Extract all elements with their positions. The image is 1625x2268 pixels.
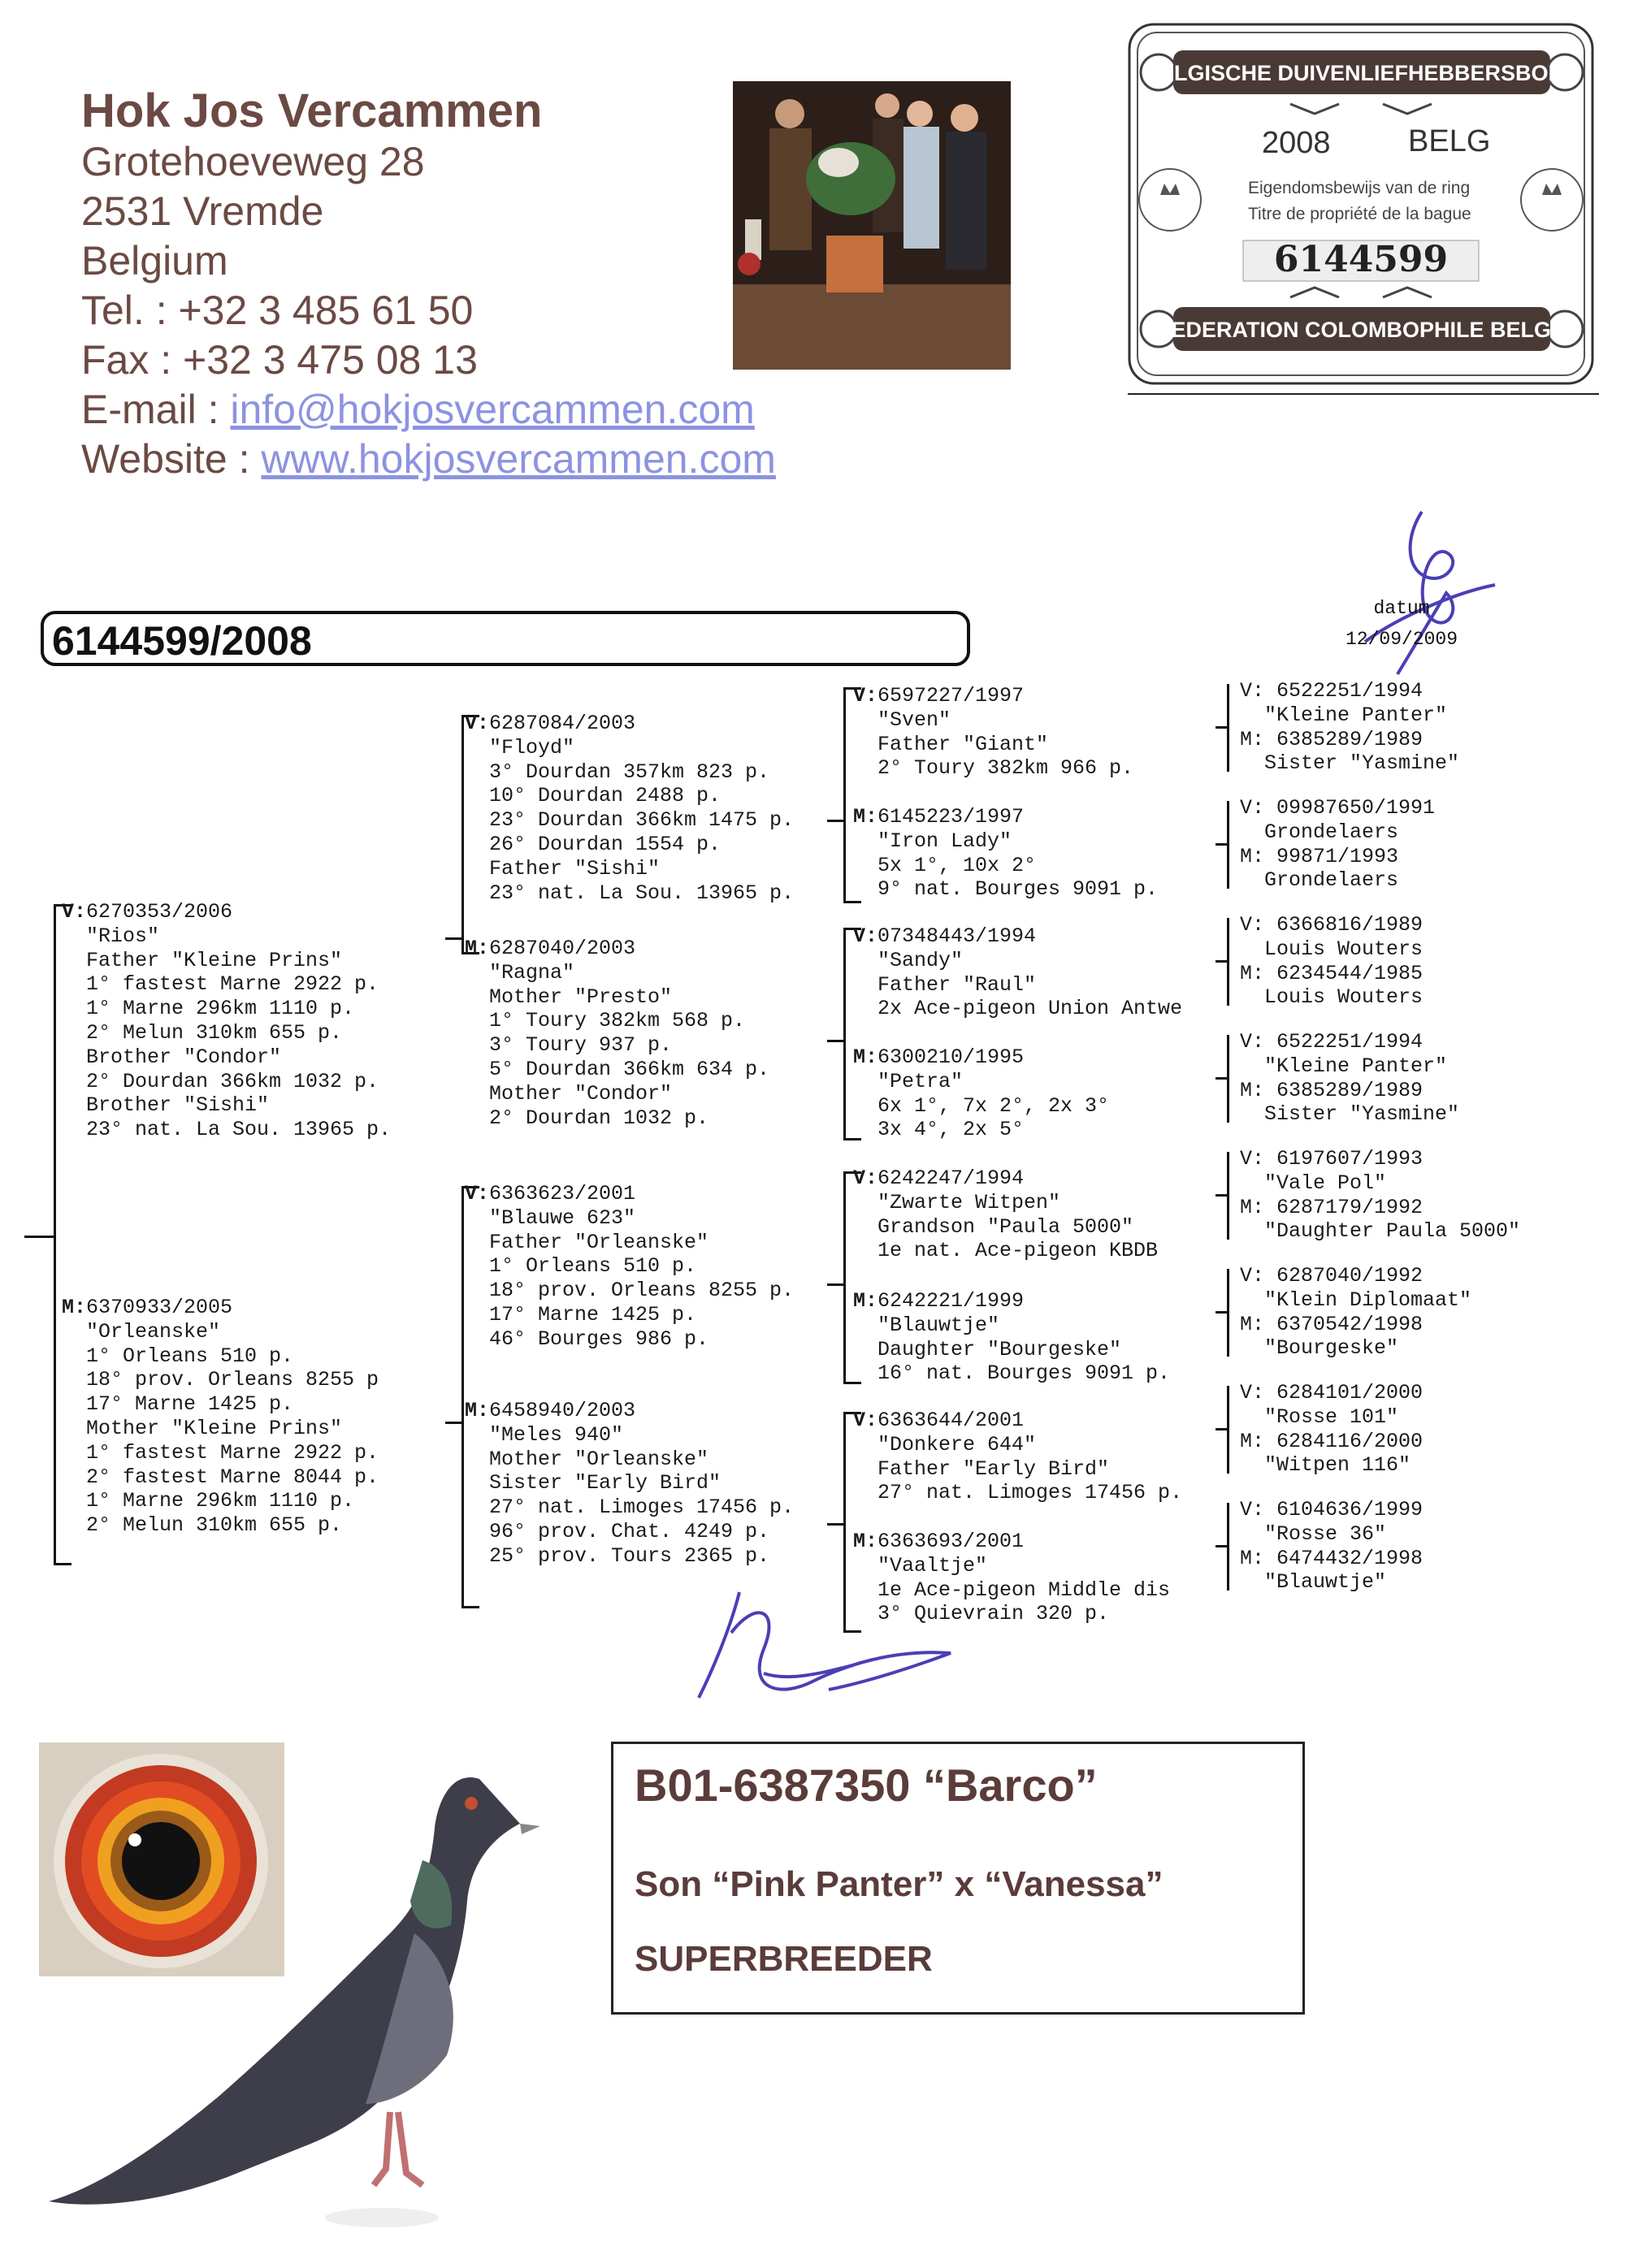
pedigree-line: 23° Dourdan 366km 1475 p. [465, 808, 795, 833]
pedigree-line: Father "Raul" [853, 972, 1037, 997]
pedigree-line: 17° Marne 1425 p. [465, 1302, 697, 1327]
pedigree-line: "Ragna" [465, 960, 575, 985]
gen4-bracket [1227, 1503, 1233, 1591]
gen4-bracket [1227, 1386, 1233, 1474]
gen2-dam-2 [465, 1399, 794, 1569]
parent-role: M: [853, 1530, 878, 1553]
pedigree-line: 5x 1°, 10x 2° [853, 853, 1037, 877]
gen4-sire-ring: V: 6284101/2000 [1240, 1381, 1424, 1405]
gen2-connector-2 [445, 1422, 463, 1424]
fax-value: +32 3 475 08 13 [183, 337, 478, 383]
gen4-connector [1216, 1428, 1227, 1430]
parent-role: V: [853, 924, 878, 948]
gen4-sire-name: "Rosse 101" [1240, 1405, 1399, 1429]
gen4-sire-name: "Kleine Panter" [1240, 1054, 1448, 1078]
pedigree-line: 3° Dourdan 357km 823 p. [465, 760, 770, 784]
gen4-bracket [1227, 801, 1233, 889]
gen4-sire-name: "Kleine Panter" [1240, 703, 1448, 727]
parent-role: V: [465, 712, 490, 735]
pedigree-line: 1° Orleans 510 p. [465, 1254, 697, 1279]
breeder-street: Grotehoeveweg 28 [81, 139, 425, 184]
signature-top [1349, 504, 1511, 682]
pedigree-line: "Meles 940" [465, 1422, 624, 1447]
gen4-sire-ring: V: 6104636/1999 [1240, 1498, 1424, 1521]
pedigree-line: 2x Ace-pigeon Union Antwe [853, 997, 1183, 1021]
ring-number: 6270353/2006 [86, 900, 233, 924]
gen4-dam-name: Grondelaers [1240, 868, 1399, 893]
gen4-connector [1216, 960, 1227, 963]
gen4-bracket [1227, 1035, 1233, 1123]
ring-certificate [1128, 23, 1594, 385]
pedigree-line: 23° nat. La Sou. 13965 p. [465, 881, 795, 905]
gen4-connector [1216, 1545, 1227, 1547]
pedigree-line: Mother "Condor" [465, 1081, 673, 1106]
pedigree-line: 27° nat. Limoges 17456 p. [853, 1481, 1183, 1505]
datum [1332, 598, 1471, 650]
gen3-connector-1 [827, 820, 845, 822]
pedigree-line: Father "Early Bird" [853, 1456, 1110, 1481]
pedigree-line: 2° fastest Marne 8044 p. [62, 1465, 379, 1489]
gen4-connector [1216, 1311, 1227, 1314]
pedigree-line: 46° Bourges 986 p. [465, 1327, 709, 1351]
gen3-sire-1 [853, 684, 1133, 781]
gen4-sire-name: Grondelaers [1240, 820, 1399, 844]
pigeon-info-box [611, 1742, 1305, 2015]
pedigree-line: 2° Dourdan 366km 1032 p. [62, 1069, 379, 1093]
gen4-bracket [1227, 1152, 1233, 1240]
website-label: Website : [81, 436, 262, 482]
datum-label: datum [1373, 598, 1430, 619]
pedigree-line: 1e nat. Ace-pigeon KBDB [853, 1239, 1159, 1263]
cert-line2: Titre de propriété de la bague [1248, 205, 1471, 223]
ring-number: 6363644/2001 [878, 1409, 1025, 1432]
email-label: E-mail : [81, 387, 231, 432]
parent-role: M: [62, 1296, 87, 1319]
cert-underline [1128, 393, 1599, 395]
pedigree-line: 1° Marne 296km 1110 p. [62, 1489, 355, 1513]
parent-role: V: [62, 900, 87, 924]
ring-number: 6242247/1994 [878, 1166, 1025, 1190]
pedigree-line: 6x 1°, 7x 2°, 2x 3° [853, 1093, 1110, 1118]
gen4-pair [1240, 1147, 1520, 1244]
gen4-sire-ring: V: 6197607/1993 [1240, 1147, 1424, 1171]
email-link[interactable]: info@hokjosvercammen.com [230, 387, 755, 432]
gen4-bracket [1227, 1269, 1233, 1357]
pedigree-line: "Blauwtje" [853, 1313, 1000, 1337]
gen4-dam-ring: M: 6234544/1985 [1240, 961, 1424, 985]
cert-year: 2008 [1262, 126, 1331, 160]
pigeon-label: SUPERBREEDER [635, 1939, 933, 1979]
gen4-pair [1240, 1498, 1423, 1595]
breeder-tel [81, 286, 776, 335]
pedigree-line: "Zwarte Witpen" [853, 1190, 1061, 1214]
pedigree-line: 96° prov. Chat. 4249 p. [465, 1519, 770, 1543]
gen3-dam-1 [853, 805, 1158, 902]
gen3-connector-4 [827, 1523, 845, 1526]
pedigree-line: 5° Dourdan 366km 634 p. [465, 1057, 770, 1081]
gen4-sire-ring: V: 6522251/1994 [1240, 679, 1424, 703]
gen4-dam-name: Sister "Yasmine" [1240, 751, 1460, 776]
pedigree-line: Mother "Kleine Prins" [62, 1416, 343, 1440]
gen4-dam-name: "Blauwtje" [1240, 1570, 1387, 1595]
gen1-sire [62, 900, 391, 1142]
pedigree-line: Sister "Early Bird" [465, 1471, 722, 1495]
website-link[interactable]: www.hokjosvercammen.com [261, 436, 776, 482]
gen4-dam-ring: M: 6370542/1998 [1240, 1312, 1424, 1336]
pedigree-line: 25° prov. Tours 2365 p. [465, 1543, 770, 1568]
pedigree-line: 1e Ace-pigeon Middle dis [853, 1578, 1171, 1602]
gen3-connector-3 [827, 1283, 845, 1286]
gen4-pair [1240, 913, 1423, 1010]
gen4-sire-name: "Vale Pol" [1240, 1171, 1387, 1195]
parent-role: M: [853, 1045, 878, 1069]
parent-role: M: [853, 805, 878, 829]
parent-role: V: [853, 1166, 878, 1190]
pedigree-line: "Orleanske" [62, 1319, 221, 1344]
gen4-dam-ring: M: 6287179/1992 [1240, 1195, 1424, 1219]
pedigree-line: Mother "Orleanske" [465, 1447, 709, 1471]
gen4-pair [1240, 1381, 1423, 1478]
breeder-fax [81, 335, 776, 385]
pedigree-line: "Iron Lady" [853, 829, 1012, 853]
gen4-dam-name: "Daughter Paula 5000" [1240, 1219, 1521, 1244]
gen4-sire-ring: V: 6287040/1992 [1240, 1264, 1424, 1288]
gen3-sire-2 [853, 924, 1182, 1021]
ring-number: 6242221/1999 [878, 1289, 1025, 1313]
gen3-connector-2 [827, 1040, 845, 1042]
root-connector [24, 1236, 55, 1238]
gen4-sire-name: Louis Wouters [1240, 937, 1424, 961]
gen4-connector [1216, 726, 1227, 729]
pedigree-line: 1° fastest Marne 2922 p. [62, 972, 379, 997]
parent-role: V: [853, 1409, 878, 1432]
pedigree-line: "Blauwe 623" [465, 1205, 636, 1230]
gen4-bracket [1227, 684, 1233, 772]
pedigree-line: 3x 4°, 2x 5° [853, 1118, 1025, 1142]
breeder-email [81, 385, 776, 435]
ring-number: 6597227/1997 [878, 684, 1025, 708]
pedigree-line: "Sandy" [853, 948, 964, 972]
pedigree-line: 3° Toury 937 p. [465, 1033, 673, 1058]
pigeon-parentage: Son “Pink Panter” x “Vanessa” [635, 1864, 1164, 1904]
gen2-connector-1 [445, 937, 463, 940]
pedigree-line: 23° nat. La Sou. 13965 p. [62, 1118, 392, 1142]
gen4-sire-name: "Rosse 36" [1240, 1521, 1387, 1546]
ring-number: 6300210/1995 [878, 1045, 1025, 1069]
pedigree-line: Father "Kleine Prins" [62, 948, 343, 972]
gen4-pair [1240, 679, 1459, 776]
gen1-dam [62, 1296, 379, 1538]
gen4-dam-ring: M: 6385289/1989 [1240, 727, 1424, 751]
pedigree-line: Brother "Sishi" [62, 1093, 270, 1118]
pedigree-line: 2° Dourdan 1032 p. [465, 1106, 709, 1130]
ring-number: 6458940/2003 [489, 1399, 636, 1422]
ring-number: 07348443/1994 [878, 924, 1037, 948]
ring-number: 6363693/2001 [878, 1530, 1025, 1553]
breeder-country: Belgium [81, 238, 228, 284]
gen4-bracket [1227, 918, 1233, 1006]
gen4-dam-ring: M: 99871/1993 [1240, 844, 1399, 868]
gen4-sire-name: "Klein Diplomaat" [1240, 1288, 1472, 1312]
pigeon-image [41, 1746, 561, 2258]
pedigree-line: 1° fastest Marne 2922 p. [62, 1440, 379, 1465]
gen4-pair [1240, 1030, 1459, 1127]
pedigree-line: 26° Dourdan 1554 p. [465, 832, 722, 856]
gen4-sire-ring: V: 09987650/1991 [1240, 796, 1436, 820]
gen4-dam-ring: M: 6474432/1998 [1240, 1546, 1424, 1570]
gen3-sire-4 [853, 1409, 1182, 1505]
pedigree-line: 10° Dourdan 2488 p. [465, 784, 722, 808]
cert-line1: Eigendomsbewijs van de ring [1248, 179, 1471, 197]
gen4-dam-ring: M: 6284116/2000 [1240, 1429, 1424, 1453]
pedigree-line: 1° Toury 382km 568 p. [465, 1009, 746, 1033]
parent-role: M: [465, 1399, 490, 1422]
cert-bottom-banner: FEDERATION COLOMBOPHILE BELGE [1157, 318, 1566, 342]
pedigree-line: "Sven" [853, 708, 951, 732]
breeder-name: Hok Jos Vercammen [81, 84, 543, 137]
award-photo [733, 81, 1011, 370]
parent-role: M: [853, 1289, 878, 1313]
datum-value: 12/09/2009 [1345, 629, 1458, 650]
ring-certificate-frame [1128, 23, 1594, 385]
pedigree-line: 2° Toury 382km 966 p. [853, 756, 1134, 781]
gen3-dam-4 [853, 1530, 1170, 1626]
breeder-city: 2531 Vremde [81, 188, 324, 234]
pedigree-line: 2° Melun 310km 655 p. [62, 1513, 343, 1538]
gen4-dam-name: Sister "Yasmine" [1240, 1102, 1460, 1127]
pedigree-line: 9° nat. Bourges 9091 p. [853, 877, 1159, 902]
pedigree-line: 1° Marne 296km 1110 p. [62, 997, 355, 1021]
award-photo-drawing [733, 81, 1011, 370]
gen2-dam-1 [465, 937, 769, 1130]
parent-role: V: [853, 684, 878, 708]
ring-id: 6144599/2008 [52, 618, 312, 664]
gen4-connector [1216, 1077, 1227, 1080]
gen4-sire-ring: V: 6522251/1994 [1240, 1030, 1424, 1054]
breeder-info [81, 85, 776, 484]
gen4-pair [1240, 1264, 1471, 1361]
ring-number: 6370933/2005 [86, 1296, 233, 1319]
pedigree-line: 3° Quievrain 320 p. [853, 1602, 1110, 1626]
pedigree-line: Father "Giant" [853, 732, 1049, 756]
pedigree-line: 16° nat. Bourges 9091 p. [853, 1361, 1171, 1386]
pedigree-line: 2° Melun 310km 655 p. [62, 1020, 343, 1045]
pedigree-line: Father "Sishi" [465, 856, 661, 881]
breeder-website [81, 435, 776, 484]
cert-country-code: BELG [1408, 124, 1491, 158]
pedigree-line: Grandson "Paula 5000" [853, 1214, 1134, 1239]
pedigree-line: Mother "Presto" [465, 985, 673, 1009]
gen4-dam-name: Louis Wouters [1240, 985, 1424, 1010]
pedigree-line: "Donkere 644" [853, 1432, 1037, 1456]
fax-label: Fax : [81, 337, 184, 383]
ring-number: 6363623/2001 [489, 1182, 636, 1205]
pedigree-line: 18° prov. Orleans 8255 p. [465, 1279, 795, 1303]
pedigree-line: "Rios" [62, 924, 160, 948]
pedigree-line: "Petra" [853, 1069, 964, 1093]
ring-id-bar [41, 611, 970, 666]
ring-number: 6287084/2003 [489, 712, 636, 735]
pigeon-title: B01-6387350 “Barco” [635, 1759, 1098, 1811]
pedigree-line: "Vaaltje" [853, 1553, 988, 1578]
tel-value: +32 3 485 61 50 [178, 288, 474, 333]
gen4-sire-ring: V: 6366816/1989 [1240, 913, 1424, 937]
parent-role: M: [465, 937, 490, 960]
pedigree-line: 17° Marne 1425 p. [62, 1392, 294, 1417]
gen3-sire-3 [853, 1166, 1158, 1263]
gen2-sire-1 [465, 712, 794, 905]
tel-label: Tel. : [81, 288, 179, 333]
pedigree-line: Daughter "Bourgeske" [853, 1337, 1122, 1361]
cert-number: 6144599 [1273, 239, 1449, 280]
ring-number: 6145223/1997 [878, 805, 1025, 829]
parent-role: V: [465, 1182, 490, 1205]
gen4-pair [1240, 796, 1435, 893]
pedigree-line: 18° prov. Orleans 8255 p [62, 1368, 379, 1392]
gen4-dam-ring: M: 6385289/1989 [1240, 1078, 1424, 1102]
gen3-dam-2 [853, 1045, 1109, 1142]
cert-top-banner: BELGISCHE DUIVENLIEFHEBBERSBOND [1143, 61, 1580, 85]
gen4-connector [1216, 1194, 1227, 1197]
pedigree-line: 27° nat. Limoges 17456 p. [465, 1495, 795, 1520]
pedigree-line: Father "Orleanske" [465, 1230, 709, 1254]
gen4-dam-name: "Witpen 116" [1240, 1453, 1411, 1478]
ring-number: 6287040/2003 [489, 937, 636, 960]
pedigree-line: Brother "Condor" [62, 1045, 282, 1069]
gen4-connector [1216, 843, 1227, 846]
pedigree-line: 1° Orleans 510 p. [62, 1344, 294, 1368]
gen3-dam-3 [853, 1289, 1170, 1386]
gen2-sire-2 [465, 1182, 794, 1352]
pedigree-line: "Floyd" [465, 735, 575, 760]
gen4-dam-name: "Bourgeske" [1240, 1336, 1399, 1361]
